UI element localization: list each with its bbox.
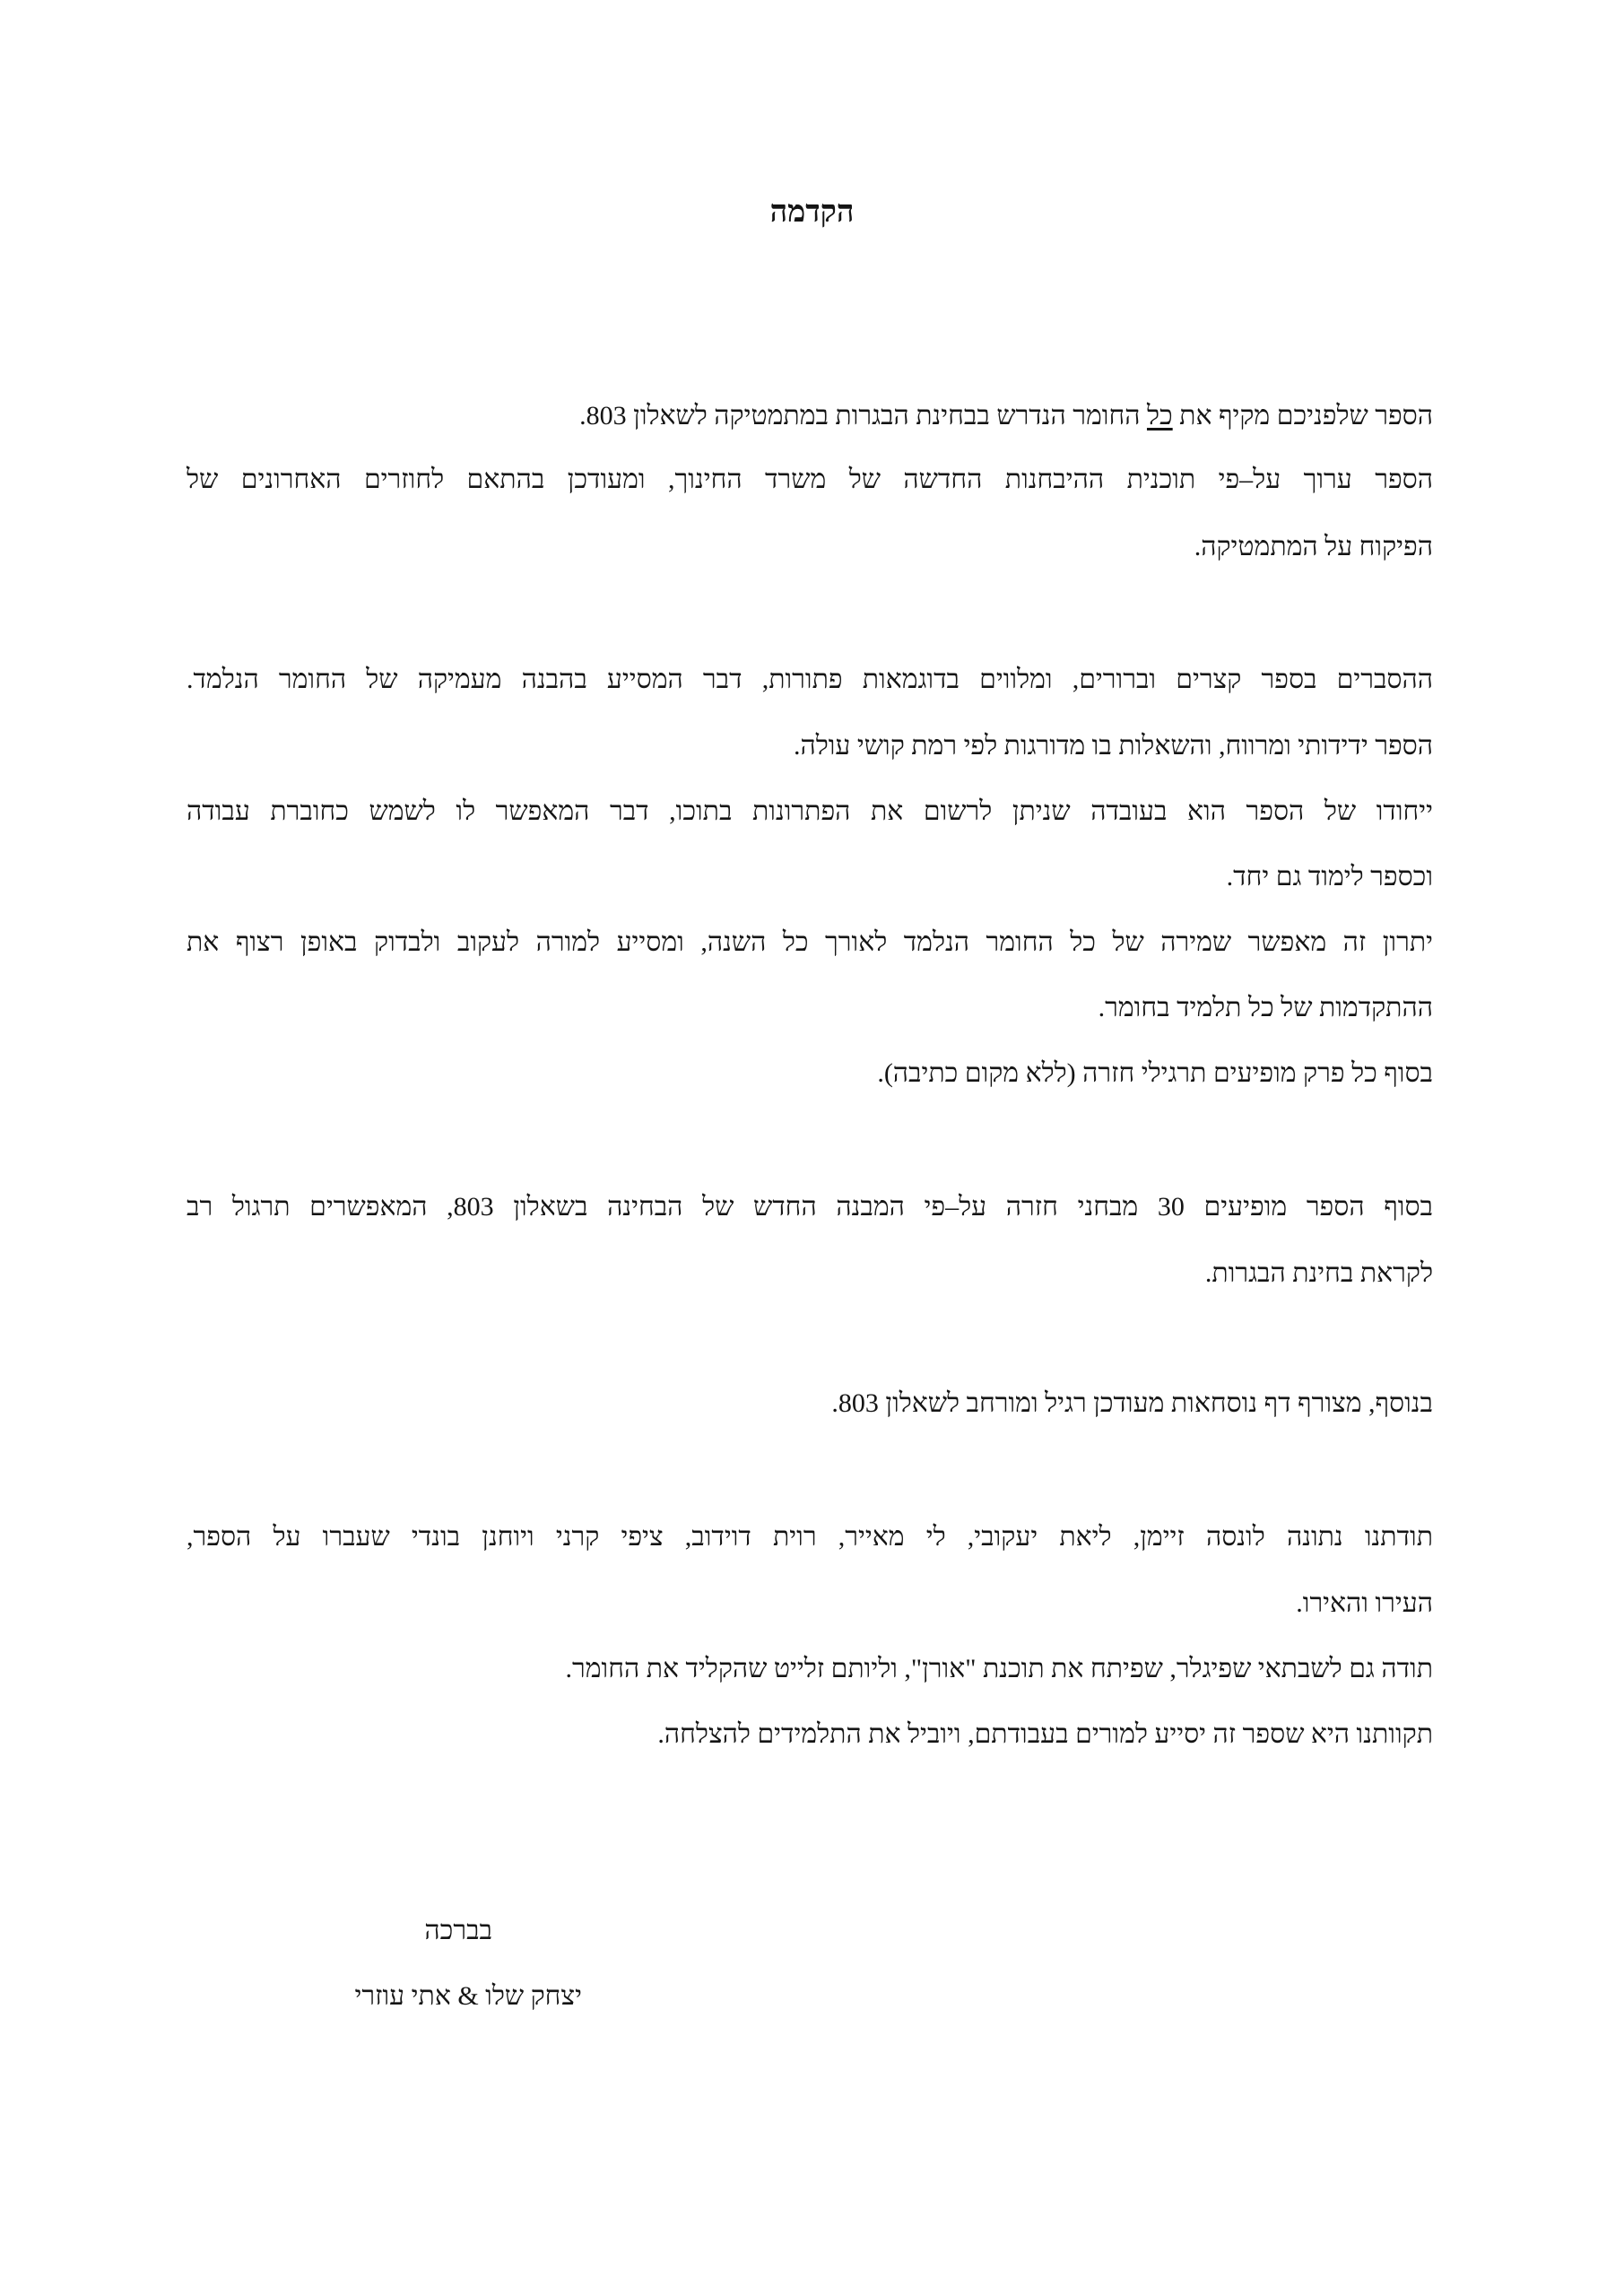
intro-line-3: הפיקוח על המתמטיקה. — [1194, 532, 1433, 561]
intro-line-2: הספר ערוך על–פי תוכנית ההיבחנות החדשה של משרד החינוך, ומעודכן בהתאם לחוזרים האחרונים של — [187, 465, 1433, 494]
review-exams-line-1: בסוף הספר מופיעים 30 מבחני חזרה על–פי המבנה החדש של הבחינה בשאלון 803, המאפשרים תרגול רב — [187, 1192, 1434, 1222]
thanks-line-1: תודתנו נתונה לונסה זיימן, ליאת יעקובי, לי מאייר, רוית דוידוב, ציפי קרני ויוחנן בונדי שעברו על הספר, — [187, 1522, 1433, 1552]
features-line-4: וכספר לימוד גם יחד. — [1226, 862, 1433, 891]
review-exams-line-2: לקראת בחינת הבגרות. — [1204, 1258, 1433, 1288]
underlined-word: כל — [1146, 401, 1173, 430]
thanks-line-3: תודה גם לשבתאי שפיגלר, שפיתח את תוכנת "אורן", וליותם זלייט שהקליד את החומר. — [565, 1654, 1433, 1683]
features-line-7: בסוף כל פרק מופיעים תרגילי חזרה (ללא מקום כתיבה). — [877, 1058, 1433, 1088]
features-line-5: יתרון זה מאפשר שמירה של כל החומר הנלמד לאורך כל השנה, ומסייע למורה לעקוב ולבדוק באופן רצוף את — [187, 927, 1433, 957]
hope-line: תקוותנו היא שספר זה יסייע למורים בעבודתם, ויוביל את התלמידים להצלחה. — [657, 1719, 1433, 1749]
signature-greeting: בברכה — [424, 1916, 492, 1945]
formula-sheet-line: בנוסף, מצורף דף נוסחאות מעודכן רגיל ומורחב לשאלון 803. — [831, 1388, 1433, 1418]
intro-line-1-pre: הספר שלפניכם מקיף את — [1172, 401, 1433, 430]
features-line-6: ההתקדמות של כל תלמיד בחומר. — [1098, 993, 1433, 1022]
features-line-2: הספר ידידותי ומרווח, והשאלות בו מדורגות לפי רמת קושי עולה. — [793, 731, 1433, 761]
features-line-1: ההסברים בספר קצרים וברורים, ומלווים בדוגמאות פתורות, דבר המסייע בהבנה מעמיקה של החומר הנלמד. — [187, 665, 1433, 694]
page-title: הקדמה — [769, 196, 855, 229]
thanks-line-2: העירו והאירו. — [1296, 1588, 1433, 1618]
intro-line-1 — [187, 398, 1433, 434]
features-line-3: ייחודו של הספר הוא בעובדה שניתן לרשום את הפתרונות בתוכו, דבר המאפשר לו לשמש כחוברת עבודה — [187, 796, 1433, 826]
signature-authors: יצחק שלו & אתי עוזרי — [354, 1981, 582, 2011]
intro-line-1-post: החומר הנדרש בבחינת הבגרות במתמטיקה לשאלון 803. — [579, 401, 1147, 430]
